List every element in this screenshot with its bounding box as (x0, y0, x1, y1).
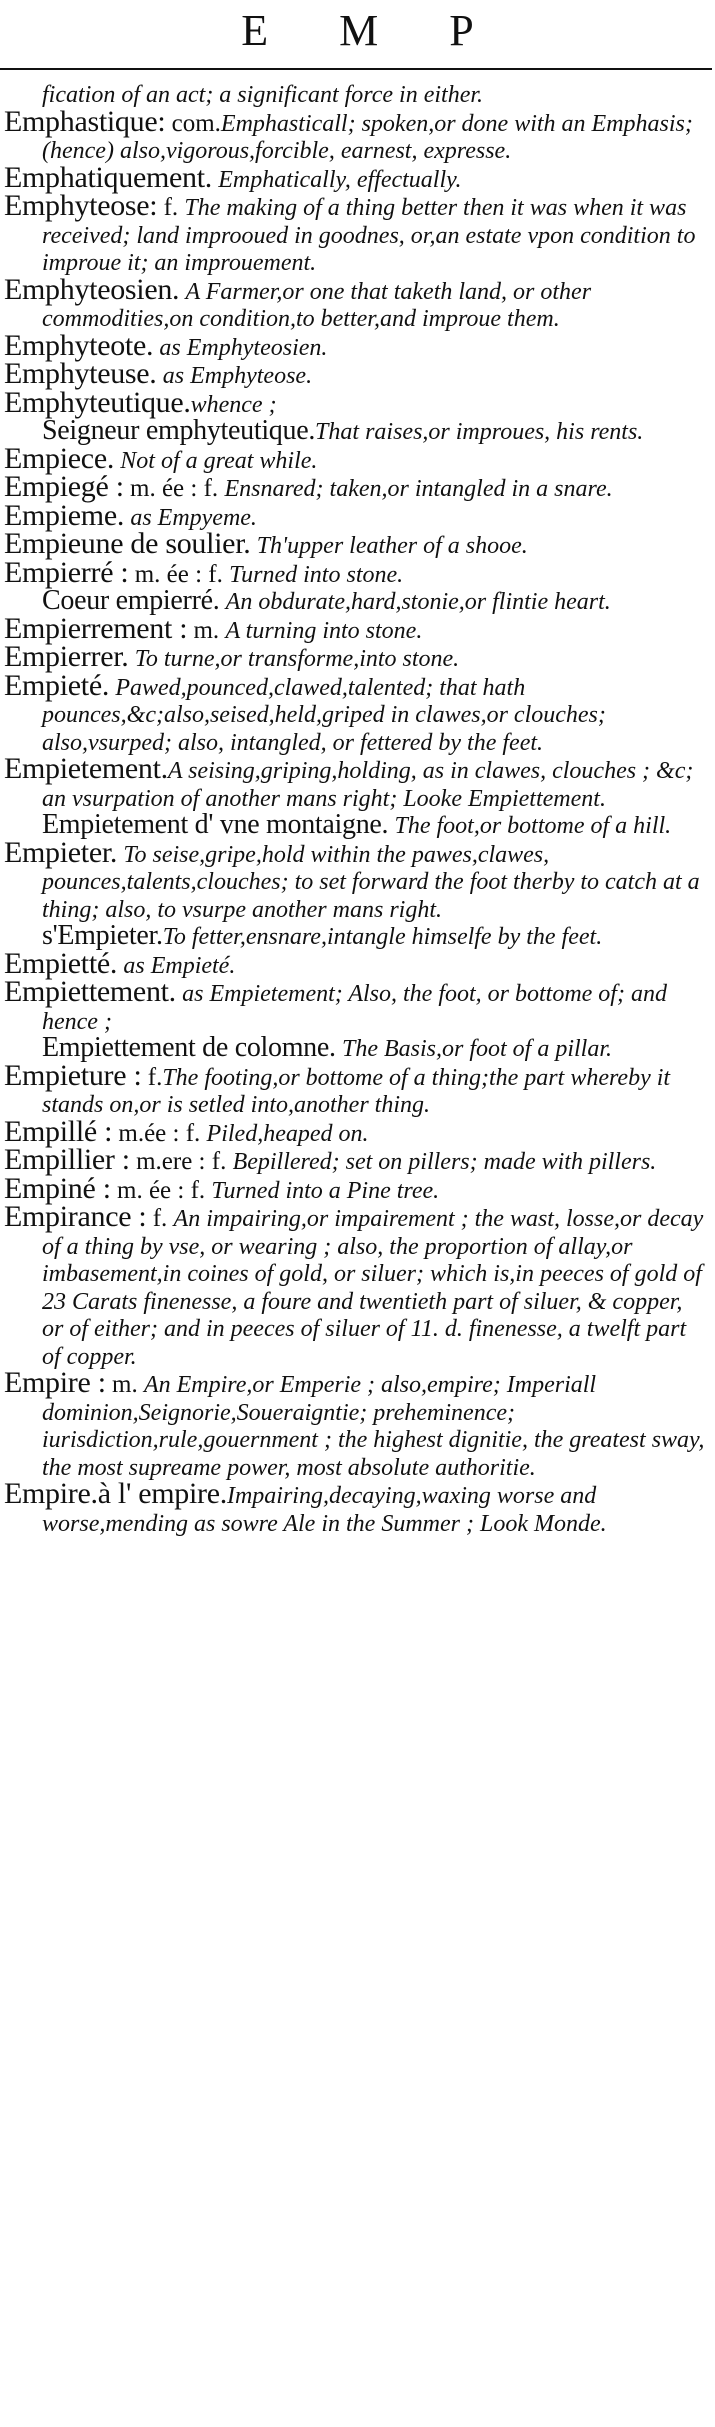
entry-definition: The making of a thing better then it was when it was received; land improoued in goodnes, or,an estate vpon condition to improue it; an improuement. (42, 195, 696, 276)
entry-headword: Empieune de soulier. (4, 527, 251, 560)
entry-definition: The foot,or bottome of a hill. (394, 813, 672, 839)
entry-grammar-note: com. (165, 109, 221, 137)
dictionary-entry (4, 385, 709, 419)
entry-definition: The Basis,or foot of a pillar. (341, 1036, 613, 1062)
entry-definition: Turned into stone. (229, 561, 404, 588)
entry-definition: as Emphyteose. (162, 363, 313, 389)
entry-headword: Empietement d' vne montaigne. (42, 809, 389, 840)
entry-grammar-note: m. (187, 616, 226, 644)
entry-grammar-note: m. (105, 1371, 144, 1398)
entry-definition: as Empyeme. (130, 504, 257, 531)
dictionary-entry (4, 668, 709, 757)
dictionary-entry (4, 1200, 709, 1370)
entry-headword: Emphatiquement. (4, 160, 212, 194)
entry-definition: A seising,griping,holding, as in clawes, clouches ; &c; an vsurpation of another mans right; Looke Empiettement. (42, 758, 694, 812)
entry-definition: fication of an act; a significant force in either. (42, 82, 484, 108)
entry-grammar-note: m.ere : f. (129, 1148, 233, 1175)
entry-grammar-note: m. ée : f. (123, 475, 225, 502)
entry-headword: Empietté. (4, 946, 118, 980)
entry-headword: Emphastique: (4, 104, 166, 138)
entry-grammar-note: f. (146, 1205, 174, 1232)
entry-definition: Emphatically, effectually. (218, 166, 462, 193)
entry-definition: An impairing,or impairement ; the wast, losse,or decay of a thing by vse, or wearing ; also, the proportion of allay,or imbasement,in coines of gold, or siluer; which is,in peeces of gold of 23 Carats finenesse, a foure and twentieth part of siluer, & copper, or of either; and in peeces of siluer of 11. d. finenesse, a twelft part of copper. (42, 1206, 704, 1370)
entry-headword: Empieture : (4, 1058, 142, 1092)
entry-headword: Empietement. (4, 752, 168, 785)
dictionary-entry (4, 640, 709, 673)
dictionary-entry (4, 555, 709, 589)
dictionary-entry (4, 104, 709, 165)
entry-definition: Turned into a Pine tree. (211, 1177, 440, 1204)
entry-definition: as Empieté. (123, 952, 236, 979)
entry-headword: Empieter. (4, 835, 118, 869)
entry-headword: Empierrement : (4, 611, 188, 645)
entry-definition: To seise,gripe,hold within the pawes,clawes, pounces,talents,clouches; to set forward the foot therby to catch at a thing; also, to vsurpe another mans right. (42, 841, 700, 923)
entry-list (4, 80, 709, 1537)
entry-headword: Seigneur emphyteutique. (42, 415, 316, 446)
dictionary-entry (4, 1366, 709, 1481)
entry-grammar-note: f. (157, 194, 185, 221)
entry-headword: Coeur empierré. (42, 585, 220, 616)
entry-headword: Emphyteutique. (4, 385, 191, 419)
entry-headword: Emphyteuse. (4, 357, 157, 390)
entry-headword: Empierré : (4, 555, 129, 589)
entry-definition: That raises,or improues, his rents. (315, 419, 644, 445)
dictionary-entry (4, 975, 709, 1035)
dictionary-entry (4, 835, 709, 924)
entry-headword: Empieté. (4, 668, 110, 702)
entry-definition: Emphasticall; spoken,or done with an Emphasis; (hence) also,vigorous,forcible, earnest, expresse. (42, 110, 693, 164)
entry-headword: Emphyteose: (4, 189, 158, 222)
dictionary-entry (4, 1477, 709, 1537)
entry-headword: Empiegé : (4, 470, 124, 503)
entry-headword: Empiettement de colomne. (42, 1032, 336, 1063)
entry-grammar-note: m. ée : f. (110, 1176, 212, 1204)
dictionary-entry (4, 1058, 709, 1119)
entry-definition: To turne,or transforme,into stone. (134, 646, 460, 672)
header-rule (0, 68, 712, 70)
entry-headword: Emphyteote. (4, 328, 154, 362)
entry-headword: Empiece. (4, 441, 115, 475)
entry-definition: Not of a great while. (120, 447, 318, 474)
dictionary-entry (4, 189, 709, 277)
entry-headword: Empillier : (4, 1143, 130, 1176)
entry-grammar-note: m. ée : f. (128, 560, 230, 588)
entry-definition: An obdurate,hard,stonie,or flintie heart. (225, 589, 611, 615)
entry-definition: Ensnared; taken,or intangled in a snare. (224, 476, 613, 502)
entry-definition: A turning into stone. (225, 617, 423, 644)
entry-headword: Empieme. (4, 498, 125, 532)
entry-definition: A Farmer,or one that taketh land, or other commodities,on condition,to better,and improue them. (42, 278, 592, 332)
entry-headword: Empiettement. (4, 975, 176, 1008)
entry-definition: Th'upper leather of a shooe. (256, 533, 528, 559)
entry-definition: Impairing,decaying,waxing worse and worse,mending as sowre Ale in the Summer ; Look Monde. (42, 1483, 607, 1537)
entry-headword: Empiné : (4, 1171, 111, 1205)
entry-definition: Bepillered; set on pillers; made with pillers. (232, 1149, 657, 1175)
dictionary-entry (4, 272, 709, 333)
entry-definition: whence ; (190, 391, 277, 418)
entry-headword: Empierrer. (4, 640, 129, 673)
entry-headword: Empillé : (4, 1114, 113, 1148)
entry-grammar-note: m.ée : f. (112, 1119, 207, 1147)
entry-headword: Empirance : (4, 1200, 147, 1233)
entry-definition: Piled,heaped on. (206, 1120, 369, 1147)
dictionary-entry (4, 752, 709, 812)
entry-headword: Empire : (4, 1366, 106, 1399)
entry-definition: as Empietement; Also, the foot, or bottome of; and hence ; (42, 981, 667, 1035)
entry-headword: Empire.à l' empire. (4, 1477, 227, 1510)
entry-definition: Pawed,pounced,clawed,talented; that hath pounces,&c;also,seised,held,griped in clawes,or clouches; also,vsurped; also, intangled, or fettered by the feet. (42, 674, 606, 756)
entry-headword: s'Empieter. (42, 920, 163, 951)
entry-grammar-note: f. (141, 1063, 163, 1091)
entry-definition: An Empire,or Emperie ; also,empire; Imperiall dominion,Seignorie,Soueraigntie; preheminence; iurisdiction,rule,gouernment ; the highest dignitie, the greatest sway, the most supreame power, most absolute authoritie. (42, 1372, 705, 1481)
entry-headword: Emphyteosien. (4, 272, 180, 306)
page-header: E M P (241, 6, 504, 55)
entry-definition: as Emphyteosien. (159, 334, 328, 361)
entry-definition: To fetter,ensnare,intangle himselfe by the feet. (162, 924, 603, 950)
entry-definition: The footing,or bottome of a thing;the part whereby it stands on,or is setled into,another thing. (42, 1064, 671, 1118)
